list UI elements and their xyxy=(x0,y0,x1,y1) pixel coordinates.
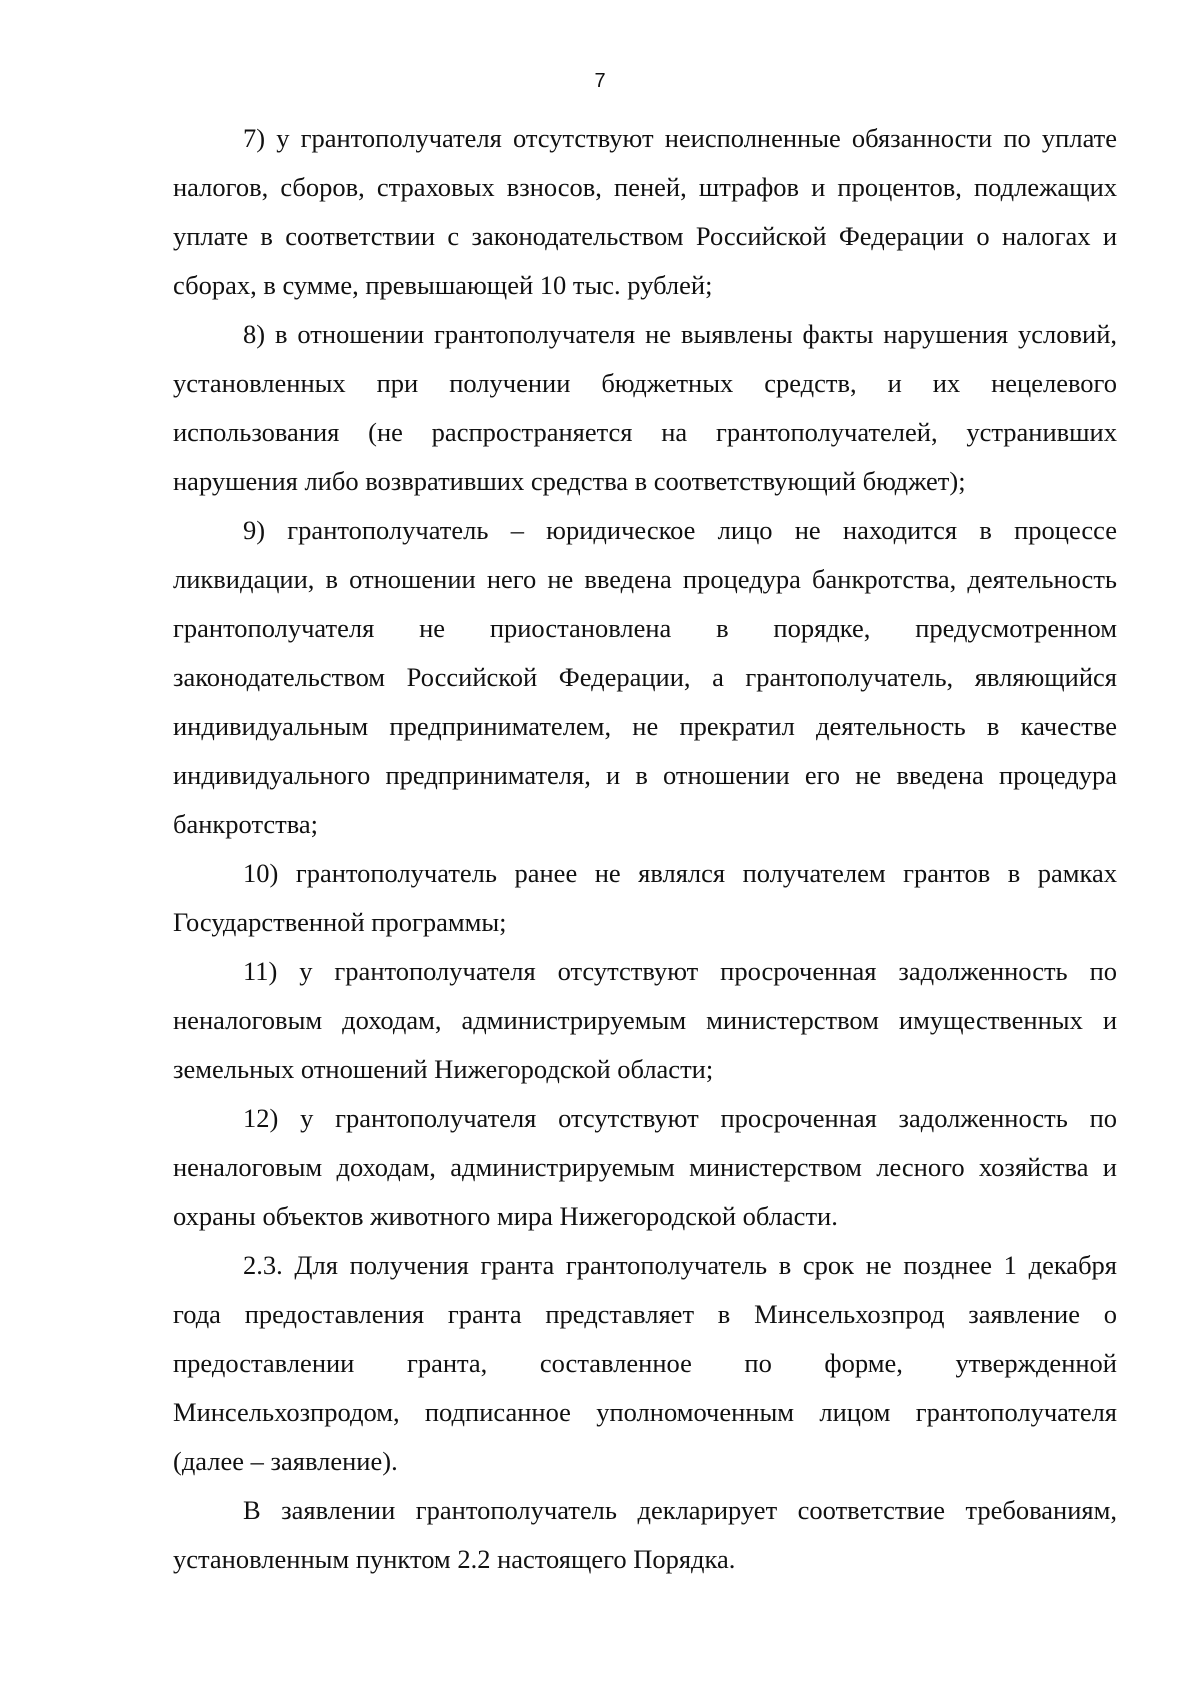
paragraph-item-10: 10) грантополучатель ранее не являлся получателем грантов в рамках Государственной программы; xyxy=(173,858,1117,937)
paragraph-item-12: 12) у грантополучателя отсутствуют просроченная задолженность по неналоговым доходам, администрируемым министерством лесного хозяйства и охраны объектов животного мира Нижегородской области. xyxy=(173,1103,1117,1231)
paragraph-declaration: В заявлении грантополучатель декларирует соответствие требованиям, установленным пунктом 2.2 настоящего Порядка. xyxy=(173,1495,1117,1574)
paragraph-item-9: 9) грантополучатель – юридическое лицо не находится в процессе ликвидации, в отношении него не введена процедура банкротства, деятельность грантополучателя не приостановлена в порядке, предусмотренном законодательством Российской Федерации, а грантополучатель, являющийся индивидуальным предпринимателем, не прекратил деятельность в качестве индивидуального предпринимателя, и в отношении его не введена процедура банкротства; xyxy=(173,515,1117,839)
paragraph-section-2-3: 2.3. Для получения гранта грантополучатель в срок не позднее 1 декабря года предоставления гранта представляет в Минсельхозпрод заявление о предоставлении гранта, составленное по форме, утвержденной Минсельхозпродом, подписанное уполномоченным лицом грантополучателя (далее – заявление). xyxy=(173,1250,1117,1476)
paragraph-item-8: 8) в отношении грантополучателя не выявлены факты нарушения условий, установленных при получении бюджетных средств, и их нецелевого использования (не распространяется на грантополучателей, устранивших нарушения либо возвративших средства в соответствующий бюджет); xyxy=(173,319,1117,496)
paragraph-item-11: 11) у грантополучателя отсутствуют просроченная задолженность по неналоговым доходам, администрируемым министерством имущественных и земельных отношений Нижегородской области; xyxy=(173,956,1117,1084)
document-body xyxy=(173,114,1117,1584)
paragraph-item-7: 7) у грантополучателя отсутствуют неисполненные обязанности по уплате налогов, сборов, страховых взносов, пеней, штрафов и процентов, подлежащих уплате в соответствии с законодательством Российской Федерации о налогах и сборах, в сумме, превышающей 10 тыс. рублей; xyxy=(173,123,1117,300)
page-number: 7 xyxy=(594,70,606,92)
